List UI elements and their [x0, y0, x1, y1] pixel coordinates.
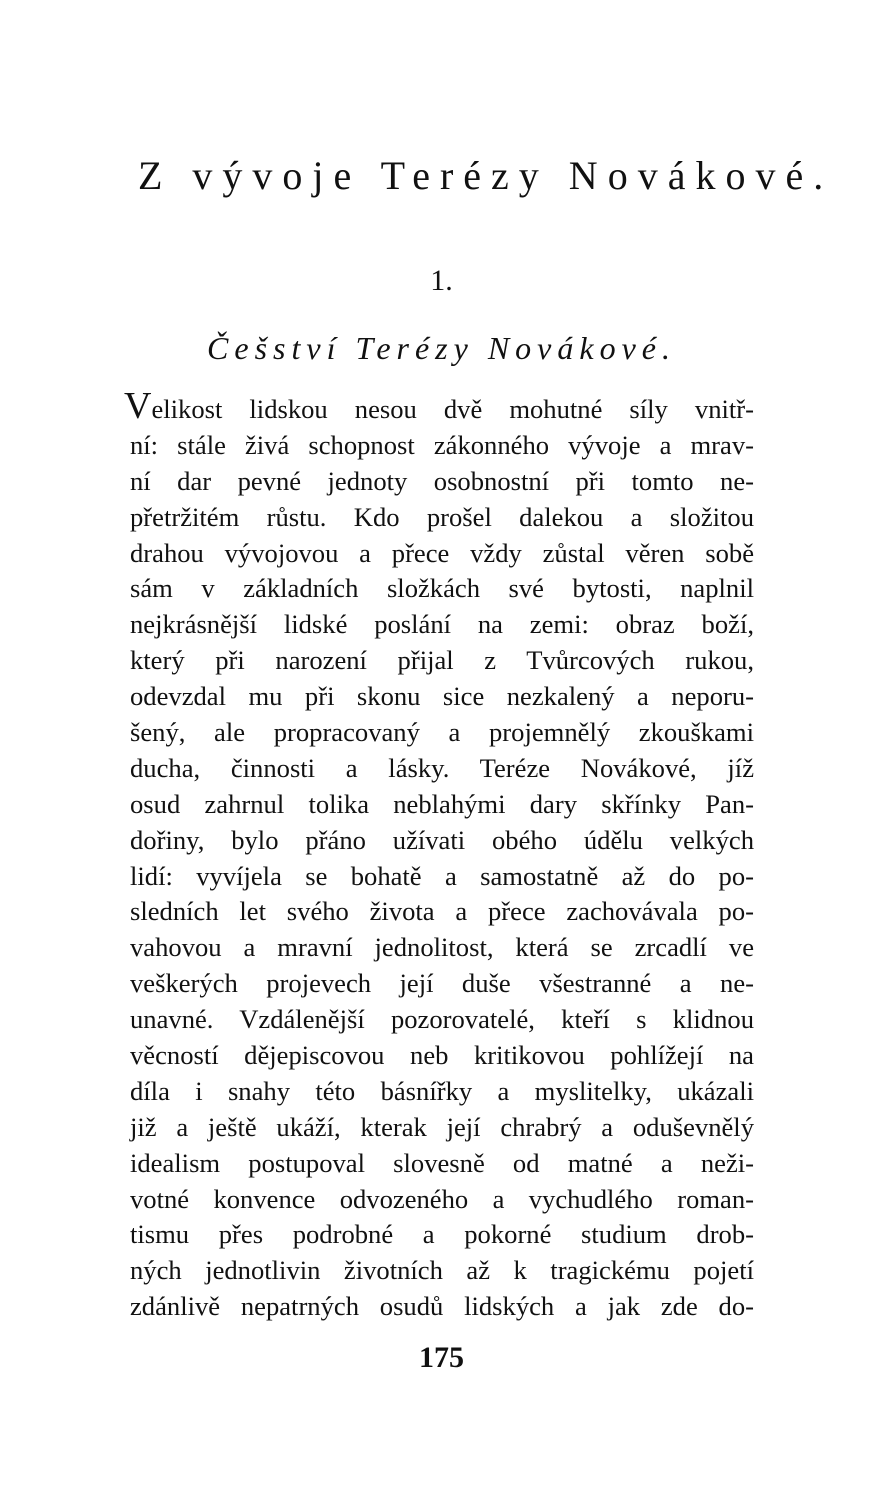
text-line: přetržitém růstu. Kdo prošel dalekou a složitou — [130, 501, 754, 532]
drop-cap: V — [124, 385, 152, 427]
text-line: šený, ale propracovaný a projemnělý zkouškami — [130, 717, 754, 748]
text-line: vahovou a mravní jednolitost, která se zrcadlí ve — [130, 932, 754, 963]
text-line: tismu přes podrobné a pokorné studium drob- — [130, 1219, 754, 1250]
text-line: již a ještě ukáží, kterak její chrabrý a oduševnělý — [130, 1111, 754, 1142]
text-line: nejkrásnější lidské poslání na zemi: obraz boží, — [130, 609, 754, 640]
text-line: který při narození přijal z Tvůrcových rukou, — [130, 645, 754, 676]
text-line: votné konvence odvozeného a vychudlého roman- — [130, 1183, 754, 1214]
text-line-1-rest: elikost lidskou nesou dvě mohutné síly vnitř- — [151, 394, 754, 424]
text-line: idealism postupoval slovesně od matné a neži- — [130, 1147, 754, 1178]
text-line-1 — [124, 385, 754, 428]
text-line: díla i snahy této básnířky a myslitelky, ukázali — [130, 1075, 754, 1106]
text-line: sám v základních složkách své bytosti, naplnil — [130, 573, 754, 604]
chapter-title: Češství Terézy Novákové. — [207, 330, 676, 366]
text-line: veškerých projevech její duše všestranné a ne- — [130, 968, 754, 999]
page-title: Z vývoje Terézy Novákové. — [138, 153, 834, 198]
text-line: dořiny, bylo přáno užívati obého údělu velkých — [130, 824, 754, 855]
body-text — [124, 385, 754, 1325]
chapter-number: 1. — [430, 264, 453, 297]
text-line: sledních let svého života a přece zachovávala po- — [130, 896, 754, 927]
text-line: věcností dějepiscovou neb kritikovou pohlížejí na — [130, 1040, 754, 1071]
text-line: odevzdal mu při skonu sice nezkalený a neporu- — [130, 681, 754, 712]
text-line: zdánlivě nepatrných osudů lidských a jak zde do- — [130, 1291, 754, 1322]
text-line: ducha, činnosti a lásky. Teréze Novákové, jíž — [130, 752, 754, 783]
text-line: ní: stále živá schopnost zákonného vývoje a mrav- — [130, 429, 754, 460]
text-line: ní dar pevné jednoty osobnostní při tomto ne- — [130, 465, 754, 496]
text-line: ných jednotlivin životních až k tragickému pojetí — [130, 1255, 754, 1286]
page-number: 175 — [419, 1341, 464, 1374]
text-line: unavné. Vzdálenější pozorovatelé, kteří s klidnou — [130, 1004, 754, 1035]
text-line: drahou vývojovou a přece vždy zůstal věren sobě — [130, 537, 754, 568]
text-line: osud zahrnul tolika neblahými dary skřínky Pan- — [130, 788, 754, 819]
text-line: lidí: vyvíjela se bohatě a samostatně až do po- — [130, 860, 754, 891]
